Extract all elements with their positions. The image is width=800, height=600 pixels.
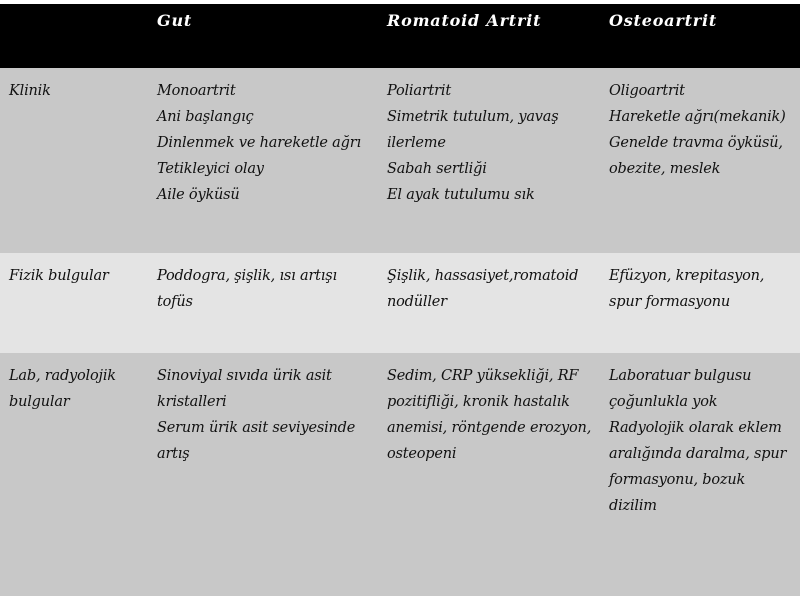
- cell-line: aralığında daralma, spur: [609, 446, 787, 462]
- row-label-text: Fizik bulgular: [9, 268, 109, 284]
- cell-line: pozitifliği, kronik hastalık: [387, 394, 570, 410]
- cell-line: Sabah sertliği: [387, 161, 487, 177]
- cell-line: formasyonu, bozuk: [609, 472, 746, 488]
- cell-line: Poddogra, şişlik, ısı artışı: [157, 268, 337, 284]
- ra-cell: [387, 68, 599, 208]
- cell-line: Genelde travma öyküsü,: [609, 135, 783, 151]
- cell-line: nodüller: [387, 294, 447, 310]
- oa-cell: [609, 253, 795, 315]
- table-row: [0, 253, 800, 353]
- cell-line: Hareketle ağrı(mekanik): [609, 109, 786, 125]
- table-header-row: [0, 4, 800, 68]
- cell-line: Radyolojik olarak eklem: [609, 420, 782, 436]
- cell-line: Simetrik tutulum, yavaş: [387, 109, 559, 125]
- cell-line: tofüs: [157, 294, 193, 310]
- cell-line: artış: [157, 446, 190, 462]
- cell-line: çoğunlukla yok: [609, 394, 718, 410]
- cell-line: Aile öyküsü: [157, 187, 240, 203]
- cell-line: Sinoviyal sıvıda ürik asit: [157, 368, 332, 384]
- row-label-text: bulgular: [9, 394, 70, 410]
- cell-line: Monoartrit: [157, 83, 236, 99]
- cell-line: Poliartrit: [387, 83, 451, 99]
- cell-line: Efüzyon, krepitasyon,: [609, 268, 765, 284]
- cell-line: anemisi, röntgende erozyon,: [387, 420, 592, 436]
- cell-line: Tetikleyici olay: [157, 161, 264, 177]
- oa-cell: [609, 353, 795, 519]
- cell-line: El ayak tutulumu sık: [387, 187, 535, 203]
- cell-line: spur formasyonu: [609, 294, 731, 310]
- cell-line: osteopeni: [387, 446, 457, 462]
- header-romatoid-artrit: Romatoid Artrit: [387, 11, 542, 30]
- gut-cell: [157, 353, 377, 467]
- cell-line: kristalleri: [157, 394, 227, 410]
- gut-cell: [157, 68, 377, 208]
- header-osteoartrit: Osteoartrit: [609, 11, 718, 30]
- cell-line: Sedim, CRP yüksekliği, RF: [387, 368, 579, 384]
- row-label: [9, 68, 144, 104]
- table-row: [0, 68, 800, 253]
- cell-line: dizilim: [609, 498, 657, 514]
- cell-line: obezite, meslek: [609, 161, 721, 177]
- ra-cell: [387, 353, 599, 467]
- cell-line: Dinlenmek ve hareketle ağrı: [157, 135, 361, 151]
- gut-cell: [157, 253, 377, 315]
- cell-line: Ani başlangıç: [157, 109, 254, 125]
- row-label-text: Klinik: [9, 83, 51, 99]
- cell-line: Oligoartrit: [609, 83, 685, 99]
- table-row: [0, 353, 800, 596]
- row-label-text: Lab, radyolojik: [9, 368, 116, 384]
- header-gut: Gut: [157, 11, 193, 30]
- row-label: [9, 253, 144, 289]
- cell-line: ilerleme: [387, 135, 446, 151]
- cell-line: Laboratuar bulgusu: [609, 368, 752, 384]
- row-label: [9, 353, 144, 415]
- comparison-table: [0, 4, 800, 596]
- cell-line: Serum ürik asit seviyesinde: [157, 420, 356, 436]
- cell-line: Şişlik, hassasiyet,romatoid: [387, 268, 579, 284]
- ra-cell: [387, 253, 599, 315]
- oa-cell: [609, 68, 795, 182]
